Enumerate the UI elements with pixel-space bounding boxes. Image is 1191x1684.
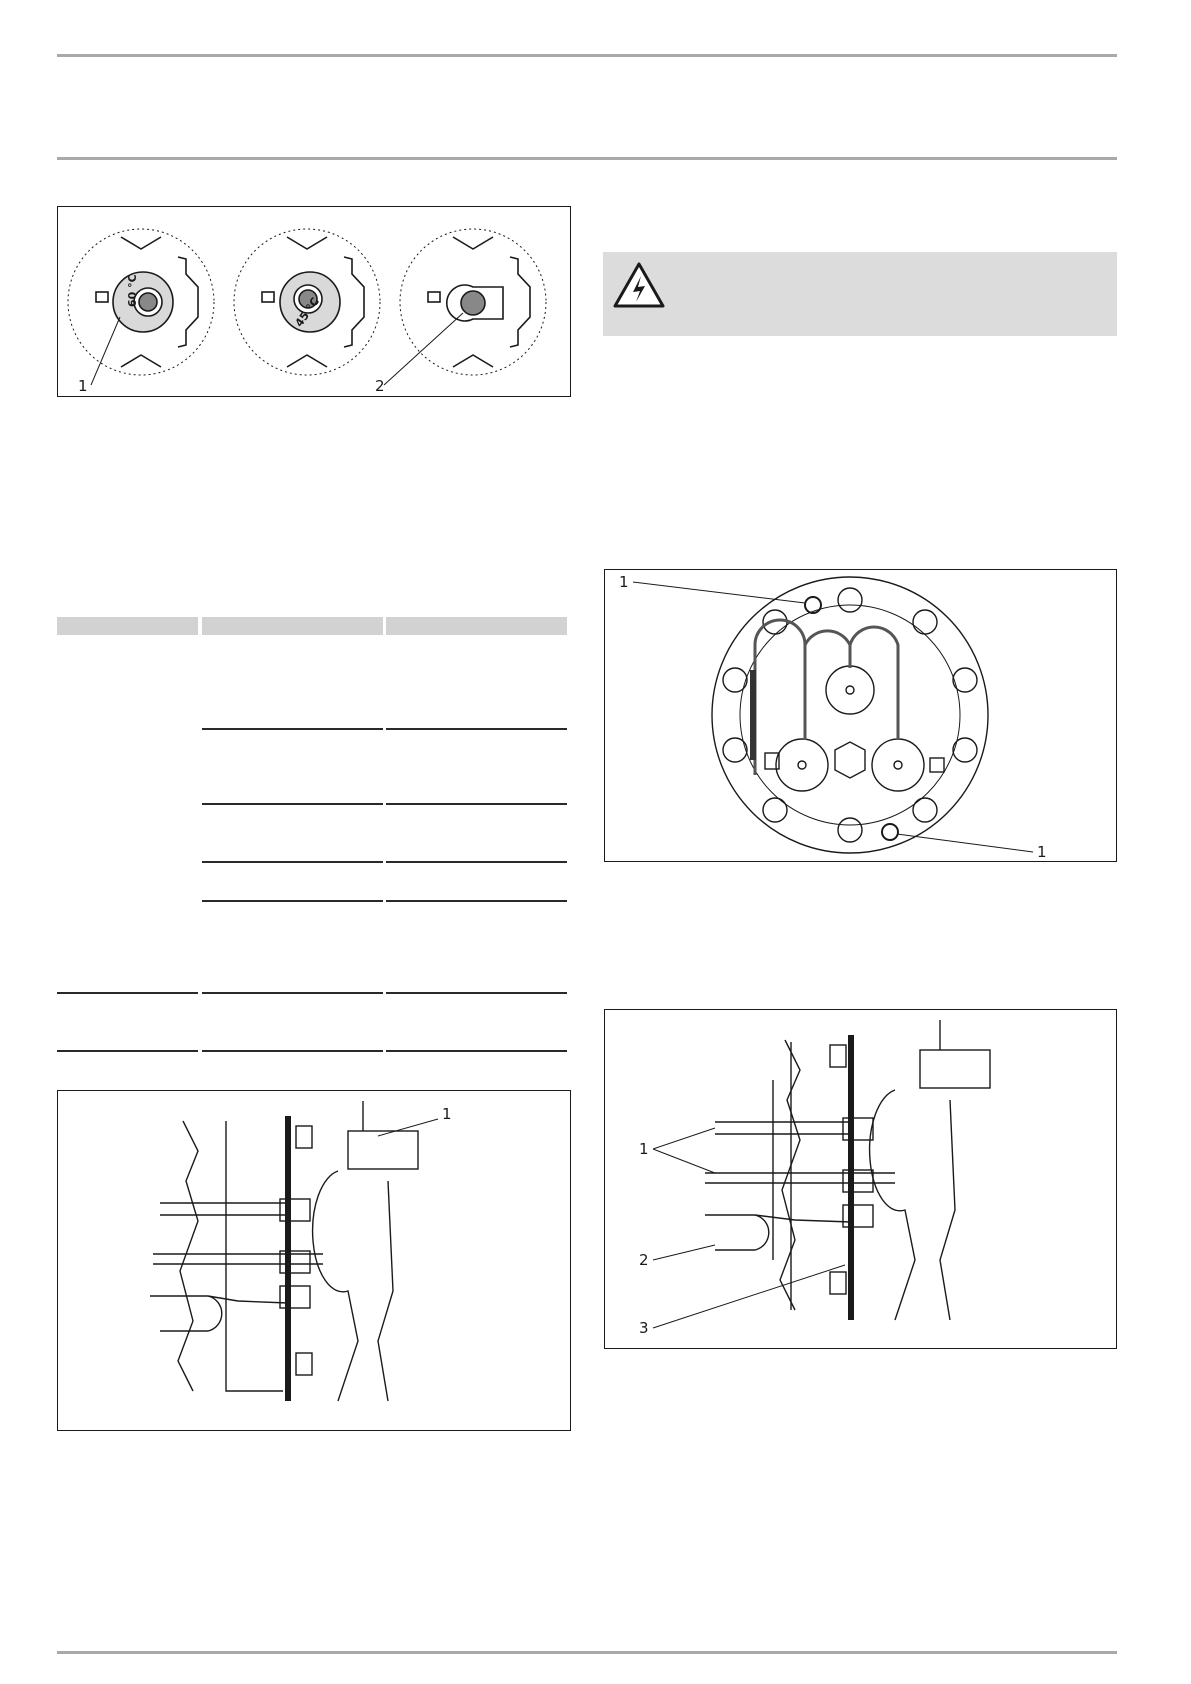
table-row-divider (57, 1050, 198, 1052)
mounting-drawing-b (705, 1020, 990, 1320)
thermostat-dial-60 (68, 229, 214, 375)
mounting-section-figure-a (57, 1090, 571, 1431)
table-row-divider (386, 728, 567, 730)
dial-60-label: 60 °C (126, 274, 139, 307)
callout-1: 1 (78, 377, 88, 395)
table-row-divider (202, 1050, 383, 1052)
table-row-divider (386, 900, 567, 902)
table-row-divider (57, 992, 198, 994)
table-header-col-2 (202, 617, 383, 635)
callout-2: 2 (375, 377, 385, 395)
callout-1: 1 (639, 1140, 649, 1158)
callout-3: 3 (639, 1319, 649, 1337)
callout-1-bottom: 1 (1037, 843, 1047, 861)
footer-rule (57, 1651, 1117, 1654)
callout-2: 2 (639, 1251, 649, 1269)
flange-drawing (712, 577, 988, 853)
table-row-divider (386, 1050, 567, 1052)
table-row-divider (202, 861, 383, 863)
mounting-drawing-a (150, 1101, 418, 1401)
table-row-divider (202, 803, 383, 805)
thermostat-dial-45 (234, 229, 380, 375)
table-row-divider (386, 992, 567, 994)
table-header-col-1 (57, 617, 198, 635)
table-row-divider (386, 803, 567, 805)
warning-box (603, 252, 1117, 336)
high-voltage-warning-icon (611, 260, 667, 310)
callout-1: 1 (442, 1105, 452, 1123)
mounting-section-figure-b (604, 1009, 1117, 1349)
dial-45-label: 45 °C (292, 295, 322, 330)
table-row-divider (202, 900, 383, 902)
table-header-col-3 (386, 617, 567, 635)
heating-flange-figure (604, 569, 1117, 862)
header-rule (57, 157, 1117, 160)
table-row-divider (202, 728, 383, 730)
table-row-divider (386, 861, 567, 863)
top-rule (57, 54, 1117, 57)
thermostat-dial-off (400, 229, 546, 375)
thermostat-dial-figure (57, 206, 571, 397)
table-row-divider (202, 992, 383, 994)
callout-1-top: 1 (619, 573, 629, 591)
